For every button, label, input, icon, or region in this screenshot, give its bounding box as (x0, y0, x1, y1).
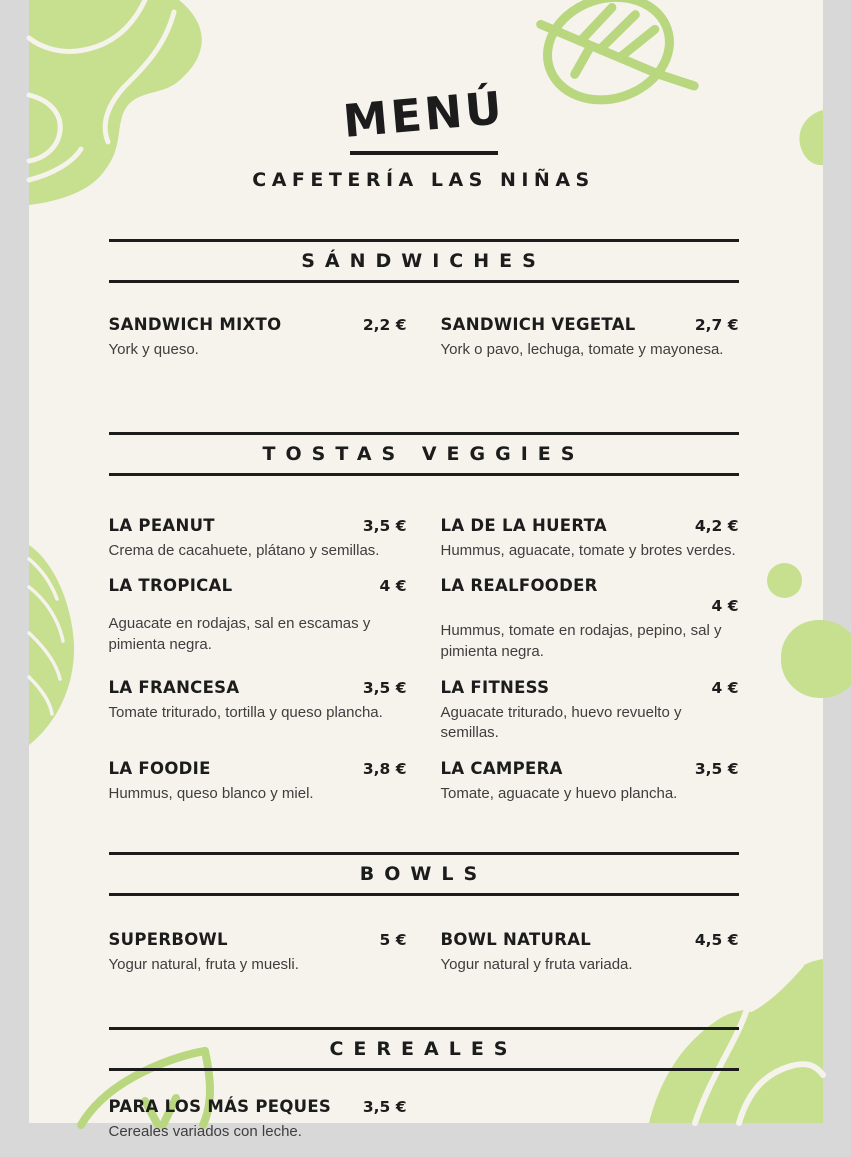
item-price: 2,7 € (695, 316, 739, 334)
leaf-dot-small (767, 563, 802, 598)
menu-title: MENÚ (341, 81, 507, 148)
item-price: 3,5 € (363, 517, 407, 535)
item-price: 3,5 € (363, 1098, 407, 1116)
item-name: LA CAMPERA (441, 759, 563, 778)
item-name: LA REALFOODER (441, 576, 598, 595)
item-price: 3,5 € (695, 760, 739, 778)
item-description: Hummus, aguacate, tomate y brotes verdes. (441, 541, 739, 562)
item-description: Hummus, queso blanco y miel. (109, 784, 407, 805)
item-description: Crema de cacahuete, plátano y semillas. (109, 541, 407, 562)
item-price: 3,5 € (363, 679, 407, 697)
menu-item-superbowl (109, 930, 407, 976)
menu-item-la-campera (441, 759, 739, 805)
item-name: LA TROPICAL (109, 576, 233, 595)
cafe-name: CAFETERÍA LAS NIÑAS (109, 169, 739, 191)
item-price: 4 € (441, 597, 739, 615)
section-items-sandwiches (109, 315, 739, 376)
title-underline (350, 151, 498, 155)
item-description: Tomate triturado, tortilla y queso plancha. (109, 703, 407, 724)
item-description: Hummus, tomate en rodajas, pepino, sal y pimienta negra. (441, 621, 739, 662)
menu-item-la-tropical (109, 576, 407, 662)
menu-item-la-de-la-huerta (441, 516, 739, 562)
leaf-decoration-left-edge (29, 545, 79, 745)
leaf-dot-large (781, 620, 851, 698)
section-header-bowls: BOWLS (109, 852, 739, 896)
menu-item-la-fitness (441, 678, 739, 744)
menu-content (109, 0, 739, 1157)
item-description: Yogur natural, fruta y muesli. (109, 955, 407, 976)
leaf-decoration-right-edge (793, 108, 823, 168)
item-price: 5 € (380, 931, 407, 949)
item-name: LA DE LA HUERTA (441, 516, 607, 535)
item-name: SUPERBOWL (109, 930, 228, 949)
menu-item-bowl-natural (441, 930, 739, 976)
item-price: 4,5 € (695, 931, 739, 949)
menu-item-la-francesa (109, 678, 407, 744)
menu-item-la-peanut (109, 516, 407, 562)
item-price: 4,2 € (695, 517, 739, 535)
item-price: 2,2 € (363, 316, 407, 334)
section-items-tostas-veggies (109, 516, 739, 820)
item-price: 4 € (380, 577, 407, 595)
menu-page (29, 0, 823, 1123)
item-description: York y queso. (109, 340, 407, 361)
item-name: BOWL NATURAL (441, 930, 592, 949)
item-description: Aguacate en rodajas, sal en escamas y pimienta negra. (109, 614, 407, 655)
item-name: SANDWICH MIXTO (109, 315, 282, 334)
section-header-tostas-veggies: TOSTAS VEGGIES (109, 432, 739, 476)
item-name: LA FRANCESA (109, 678, 240, 697)
section-header-sandwiches: SÁNDWICHES (109, 239, 739, 283)
item-name: PARA LOS MÁS PEQUES (109, 1097, 332, 1116)
item-description: Aguacate triturado, huevo revuelto y semillas. (441, 703, 739, 744)
item-description: Yogur natural y fruta variada. (441, 955, 739, 976)
menu-item-sandwich-vegetal (441, 315, 739, 361)
menu-item-sandwich-mixto (109, 315, 407, 361)
item-name: LA PEANUT (109, 516, 215, 535)
section-items-bowls (109, 930, 739, 991)
menu-header (109, 88, 739, 191)
menu-item-para-los-mas-peques (109, 1097, 407, 1143)
item-price: 3,8 € (363, 760, 407, 778)
item-description: Cereales variados con leche. (109, 1122, 407, 1143)
section-items-cereales (109, 1097, 739, 1157)
item-price: 4 € (712, 679, 739, 697)
item-description: York o pavo, lechuga, tomate y mayonesa. (441, 340, 739, 361)
menu-item-la-realfooder (441, 576, 739, 662)
item-name: SANDWICH VEGETAL (441, 315, 636, 334)
item-name: LA FOODIE (109, 759, 211, 778)
item-description: Tomate, aguacate y huevo plancha. (441, 784, 739, 805)
item-name: LA FITNESS (441, 678, 550, 697)
menu-item-la-foodie (109, 759, 407, 805)
section-header-cereales: CEREALES (109, 1027, 739, 1071)
